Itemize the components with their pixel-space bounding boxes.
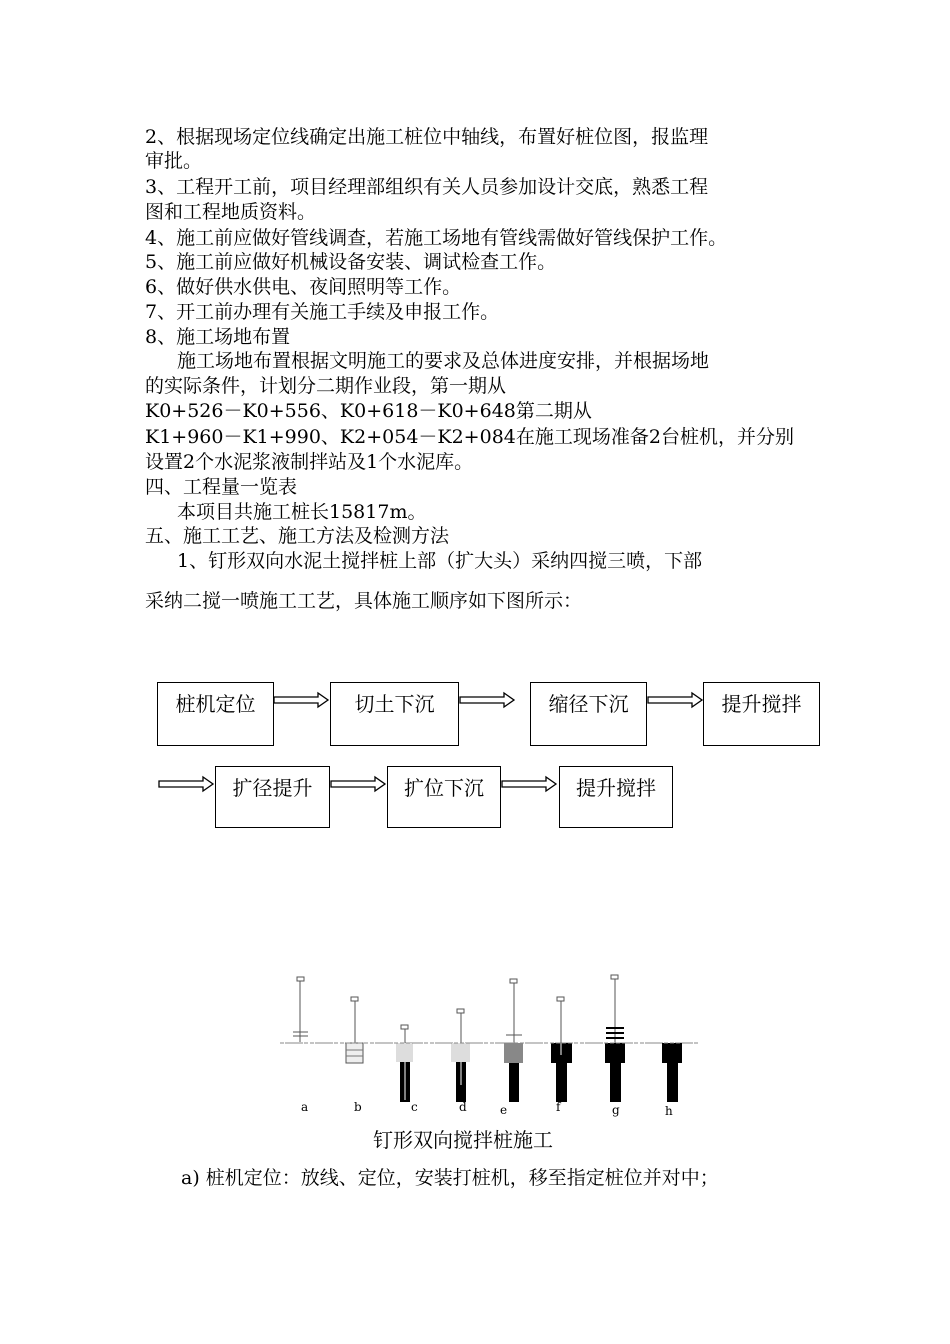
arrow-right-6 xyxy=(502,777,556,791)
arrow-right-4 xyxy=(159,777,213,791)
paragraph-3: 3、工程开工前，项目经理部组织有关人员参加设计交底，熟悉工程 xyxy=(145,176,709,198)
figure-caption: 钉形双向搅拌桩施工 xyxy=(373,1128,553,1152)
paragraph-6: 5、施工前应做好机械设备安装、调试检查工作。 xyxy=(145,251,557,273)
paragraph-14: 设置2个水泥浆液制拌站及1个水泥库。 xyxy=(145,451,474,473)
flow-box-lift-mix-1: 提升搅拌 xyxy=(703,682,820,746)
paragraph-7: 6、做好供水供电、夜间照明等工作。 xyxy=(145,276,462,298)
paragraph-1: 2、根据现场定位线确定出施工桩位中轴线，布置好桩位图，报监理 xyxy=(145,126,709,148)
arrow-right-2 xyxy=(460,693,514,707)
figure-label-e: e xyxy=(500,1103,508,1117)
pile-stage-h xyxy=(662,1043,682,1102)
paragraph-10: 施工场地布置根据文明施工的要求及总体进度安排，并根据场地 xyxy=(177,350,710,372)
figure-label-g: g xyxy=(612,1103,620,1117)
arrow-right-5 xyxy=(331,777,385,791)
figure-label-d: d xyxy=(459,1100,467,1114)
flow-box-pile-positioning: 桩机定位 xyxy=(157,682,274,746)
paragraph-18: 1、钉形双向水泥土搅拌桩上部（扩大头）采纳四搅三喷，下部 xyxy=(177,550,703,572)
figure-label-f: f xyxy=(556,1100,561,1114)
arrow-right-1 xyxy=(274,693,328,707)
paragraph-4: 图和工程地质资料。 xyxy=(145,201,317,223)
pile-stage-b xyxy=(346,997,363,1063)
figure-label-b: b xyxy=(354,1100,362,1114)
figure-label-c: c xyxy=(411,1100,418,1114)
pile-stage-c xyxy=(396,1025,413,1102)
pile-stage-d xyxy=(451,1009,470,1102)
paragraph-19: 采纳二搅一喷施工工艺，具体施工顺序如下图所示： xyxy=(145,590,583,612)
paragraph-9: 8、施工场地布置 xyxy=(145,326,291,348)
flow-box-cut-soil-sink: 切土下沉 xyxy=(330,682,459,746)
paragraph-13: K1+960－K1+990、K2+054－K2+084在施工现场准备2台桩机，并分别 xyxy=(145,426,794,448)
flow-box-reduce-diameter-sink: 缩径下沉 xyxy=(530,682,647,746)
flow-box-expand-diameter-lift: 扩径提升 xyxy=(215,766,330,828)
step-a-description: a) 桩机定位：放线、定位，安装打桩机，移至指定桩位并对中； xyxy=(181,1167,719,1189)
flow-box-lift-mix-2: 提升搅拌 xyxy=(559,766,673,828)
pile-construction-illustration xyxy=(0,960,950,1120)
paragraph-15: 四、工程量一览表 xyxy=(145,476,298,498)
paragraph-2: 审批。 xyxy=(145,150,203,172)
paragraph-16: 本项目共施工桩长15817m。 xyxy=(177,501,427,523)
paragraph-12: K0+526－K0+556、K0+618－K0+648第二期从 xyxy=(145,400,592,422)
figure-label-h: h xyxy=(665,1104,673,1118)
figure-label-a: a xyxy=(301,1100,309,1114)
pile-stage-e xyxy=(504,979,523,1102)
paragraph-8: 7、开工前办理有关施工手续及申报工作。 xyxy=(145,301,500,323)
pile-stage-f xyxy=(551,997,572,1102)
paragraph-11: 的实际条件，计划分二期作业段，第一期从 xyxy=(145,375,507,397)
pile-stage-a xyxy=(293,977,308,1042)
arrow-right-3 xyxy=(648,693,702,707)
paragraph-5: 4、施工前应做好管线调查，若施工场地有管线需做好管线保护工作。 xyxy=(145,227,728,249)
flow-box-expand-position-sink: 扩位下沉 xyxy=(387,766,501,828)
paragraph-17: 五、施工工艺、施工方法及检测方法 xyxy=(145,525,450,547)
pile-stage-g xyxy=(605,975,625,1102)
